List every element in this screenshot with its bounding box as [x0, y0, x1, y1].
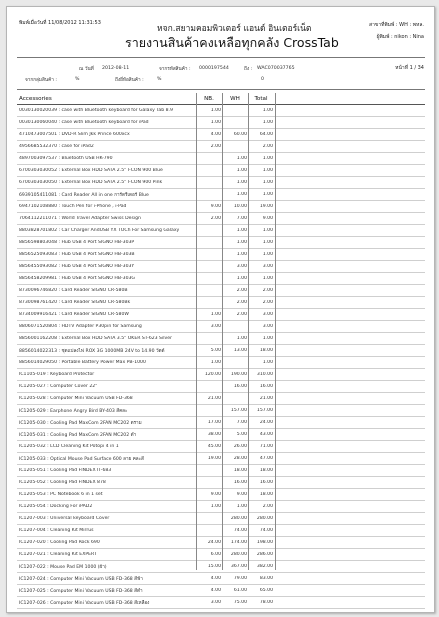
item-name: 8730096746820 : Card Reader SIGNO CR-580B: [19, 288, 128, 293]
wh-qty: 174.00: [230, 540, 247, 545]
total-qty: 9.00: [262, 216, 273, 221]
item-name: IC1205-033 : Optical Mouse Pad Surface 600 ลาย คละสี: [19, 457, 144, 462]
table-row: [17, 165, 425, 177]
total-qty: 157.00: [256, 408, 273, 413]
table-row: [17, 357, 425, 369]
nb-qty: 9.00: [210, 204, 221, 209]
total-qty: 3.00: [262, 264, 273, 269]
item-name: IC1205-031 : Cooling Pad MaxCom 2FAN MC202 ดำ: [19, 433, 137, 438]
nb-qty: 6.00: [210, 552, 221, 557]
total-qty: 24.00: [259, 420, 273, 425]
total-qty: 43.00: [259, 432, 273, 437]
wh-qty: 7.00: [236, 216, 247, 221]
table-row: [17, 573, 425, 585]
item-name: 6700303030050 : External Box HDD SATA 2.5" I-CON 900 Pink: [19, 180, 163, 185]
total-qty: 1.00: [262, 168, 273, 173]
total-qty: 1.00: [262, 156, 273, 161]
total-qty: 18.00: [259, 492, 273, 497]
nb-qty: 15.00: [207, 564, 221, 569]
table-header: [17, 93, 425, 105]
table-row: [17, 465, 425, 477]
total-qty: 310.00: [256, 372, 273, 377]
item-name: 8856455093082 : Hub USB 4 Port SIGNO HB-303Y: [19, 264, 135, 269]
total-qty: 280.00: [256, 516, 273, 521]
table-row: [17, 477, 425, 489]
total-qty: 3.00: [262, 324, 273, 329]
from-code-label: จากรหัสสินค้า :: [159, 67, 191, 72]
wh-qty: 79.00: [233, 576, 247, 581]
item-name: 8856525093083 : Hub USB 4 Port SIGNO HB-303B: [19, 252, 135, 257]
total-qty: 18.00: [259, 468, 273, 473]
table-row: [17, 189, 425, 201]
table-row: [17, 261, 425, 273]
table-row: [17, 369, 425, 381]
total-qty: 198.00: [256, 540, 273, 545]
wh-qty: 26.00: [233, 444, 247, 449]
item-name: IC1205-052 : Cooling Pad FINDEX 878: [19, 480, 106, 485]
table-row: [17, 141, 425, 153]
wh-qty: 16.00: [233, 480, 247, 485]
total-qty: 19.00: [259, 204, 273, 209]
item-name: 8856001162208 : External Box HDD SATA 3.5" OKER ST-623 Silver: [19, 336, 172, 341]
nb-qty: 5.00: [210, 348, 221, 353]
total-qty: 2.00: [262, 144, 273, 149]
table-row: [17, 405, 425, 417]
column-divider: [222, 93, 223, 570]
total-qty: 64.00: [259, 132, 273, 137]
from-group-label: จากกลุ่มสินค้า :: [25, 78, 57, 83]
wh-qty: 5.00: [236, 432, 247, 437]
wh-qty: 1.00: [236, 228, 247, 233]
nb-qty: 4.00: [210, 132, 221, 137]
to-group-label: ถึงยี่ห้อสินค้า :: [115, 78, 144, 83]
total-qty: 1.00: [262, 180, 273, 185]
item-name: IC1205-032 : LCD Cleaning Kit Potopi 4 in 1: [19, 444, 119, 449]
nb-qty: 1.00: [210, 360, 221, 365]
table-row: [17, 585, 425, 597]
total-qty: 3.00: [262, 312, 273, 317]
nb-qty: 17.00: [207, 420, 221, 425]
stock-table: [17, 93, 425, 609]
page-number: หน้าที่ 1 / 34: [395, 65, 424, 71]
table-row: [17, 333, 425, 345]
wh-qty: 280.00: [230, 516, 247, 521]
wh-qty: 1.00: [236, 240, 247, 245]
to-code-label: ถึง :: [244, 67, 253, 72]
wh-qty: 18.00: [233, 468, 247, 473]
table-row: [17, 153, 425, 165]
total-qty: 1.00: [262, 108, 273, 113]
nb-qty: 38.00: [207, 432, 221, 437]
item-name: IC1207-020 : Cooling Pad Rock 690: [19, 540, 100, 545]
total-qty: 286.00: [256, 552, 273, 557]
nb-qty: 4.00: [210, 588, 221, 593]
wh-qty: 61.00: [233, 588, 247, 593]
item-name: IC1205-028 : Computer Mini Vacuum USB FD-368: [19, 396, 133, 401]
printed-by-label: ผู้พิมพ์ : nikon : Nina: [376, 34, 424, 40]
to-group: %: [157, 77, 162, 82]
nb-qty: 21.00: [207, 396, 221, 401]
table-row: [17, 309, 425, 321]
total-qty: 2.00: [262, 300, 273, 305]
item-name: 0030130020039 : case with Bluetooth keyboard for Galaxy Tab 8.9: [19, 108, 173, 113]
item-name: 8856014029050 : Portable Battery Power Max PB-1000: [19, 360, 146, 365]
item-name: 6947102108880 : Touch Pen for i-Phone , i-Pad: [19, 204, 127, 209]
nb-qty: 1.00: [210, 108, 221, 113]
table-row: [17, 345, 425, 357]
wh-qty: 1.00: [236, 180, 247, 185]
wh-qty: 75.00: [233, 600, 247, 605]
nb-qty: 1.00: [210, 312, 221, 317]
report-date: 2012-08-11: [102, 66, 130, 71]
item-name: 4710473007501 : DVD-R Slim Jkk Prince 600xcx: [19, 132, 130, 137]
qty-filter: 0: [261, 77, 264, 82]
item-name: IC1205-027 : Computer Cover 22": [19, 384, 98, 389]
report-title: รายงานสินค้าคงเหลือทุกคลัง CrossTab: [125, 35, 339, 50]
table-body: [17, 105, 425, 609]
total-qty: 83.00: [259, 576, 273, 581]
table-row: [17, 249, 425, 261]
item-name: 4897003097537 : Bluetooth USB HK-790: [19, 156, 113, 161]
nb-qty: 3.00: [210, 600, 221, 605]
nb-qty: 1.00: [210, 120, 221, 125]
item-name: IC1207-003 : Universal keyboard Cover: [19, 516, 110, 521]
wh-qty: 74.00: [233, 528, 247, 533]
nb-qty: 3.00: [210, 324, 221, 329]
from-code: 0000197544: [199, 66, 229, 71]
item-name: IC1207-026 : Computer Mini Vacuum USB FD-368 สีเหลือง: [19, 601, 150, 606]
wh-qty: 367.00: [230, 564, 247, 569]
total-qty: 1.00: [262, 336, 273, 341]
wh-qty: 1.00: [236, 252, 247, 257]
total-qty: 1.00: [262, 228, 273, 233]
date-label: ณ วันที่: [79, 67, 94, 72]
total-qty: 78.00: [259, 600, 273, 605]
branch-label: สาขาที่พิมพ์ : WH : พหล.: [369, 22, 424, 28]
nb-qty: 24.00: [207, 540, 221, 545]
wh-qty: 1.00: [236, 336, 247, 341]
total-qty: 2.00: [262, 288, 273, 293]
table-row: [17, 513, 425, 525]
total-qty: 21.00: [259, 396, 273, 401]
nb-qty: 4.00: [210, 576, 221, 581]
wh-qty: 1.00: [236, 192, 247, 197]
to-code: WAC070037765: [257, 66, 295, 71]
item-name: 7064112211071 : World Travel Adapter Swiss Design: [19, 216, 141, 221]
item-name: IC1205-051 : Cooling Pad FINDEX IT-683: [19, 468, 112, 473]
table-row: [17, 225, 425, 237]
column-divider: [275, 93, 276, 570]
wh-qty: 190.00: [230, 372, 247, 377]
company-name: หจก.สยามคอมพิวเตอร์ แอนด์ อินเตอร์เน็ต: [157, 24, 312, 34]
nb-qty: 19.00: [207, 456, 221, 461]
total-qty: 1.00: [262, 120, 273, 125]
table-row: [17, 417, 425, 429]
table-row: [17, 213, 425, 225]
item-name: 8806071520804 : HDTV Adapter P30pin for Samsung: [19, 324, 142, 329]
table-row: [17, 561, 425, 573]
item-name: 0030130060040 : case with Bluetooth keyboard for iPad: [19, 120, 149, 125]
item-name: 8730098761420 : Card Reader SIGNO CR-580Bk: [19, 300, 131, 305]
nb-qty: 45.00: [207, 444, 221, 449]
item-name: IC1207-004 : Cleaning Kit Mirrus: [19, 528, 94, 533]
item-name: IC1105-019 : Keyboard Protector: [19, 372, 95, 377]
item-name: IC1205-030 : Cooling Pad MaxCom 2FAN MC202 ตราม: [19, 421, 142, 426]
nb-qty: 120.00: [204, 372, 221, 377]
nb-qty: 2.00: [210, 144, 221, 149]
table-row: [17, 597, 425, 609]
wh-qty: 13.00: [233, 348, 247, 353]
table-row: [17, 129, 425, 141]
nb-qty: 9.00: [210, 492, 221, 497]
total-qty: 18.00: [259, 348, 273, 353]
column-divider: [196, 93, 197, 570]
total-qty: 65.00: [259, 588, 273, 593]
wh-qty: 2.00: [236, 288, 247, 293]
table-row: [17, 105, 425, 117]
total-qty: 71.00: [259, 444, 273, 449]
table-row: [17, 393, 425, 405]
wh-qty: 28.00: [233, 456, 247, 461]
item-name: 4956685532370 : case for iPad2: [19, 144, 94, 149]
total-qty: 1.00: [262, 240, 273, 245]
total-qty: 16.00: [259, 384, 273, 389]
wh-qty: 60.00: [233, 132, 247, 137]
wh-qty: 280.00: [230, 552, 247, 557]
table-row: [17, 237, 425, 249]
item-name: IC1207-021 : Cleaning Kit EXPERT: [19, 552, 97, 557]
wh-qty: 157.00: [230, 408, 247, 413]
wh-qty: 1.00: [236, 504, 247, 509]
total-qty: 382.00: [256, 564, 273, 569]
item-name: IC1205-029 : Earphone Angry Bird BY-403 สีคละ: [19, 409, 128, 414]
header-wh: WH: [230, 96, 240, 102]
table-row: [17, 285, 425, 297]
from-group: %: [75, 77, 80, 82]
table-row: [17, 549, 425, 561]
table-row: [17, 177, 425, 189]
table-row: [17, 429, 425, 441]
divider: [17, 89, 425, 90]
wh-qty: 9.00: [236, 492, 247, 497]
item-name: 8856458209981 : Hub USB 4 Port SIGNO HB-303G: [19, 276, 135, 281]
wh-qty: 1.00: [236, 156, 247, 161]
wh-qty: 2.00: [236, 300, 247, 305]
table-row: [17, 117, 425, 129]
total-qty: 16.00: [259, 480, 273, 485]
wh-qty: 3.00: [236, 264, 247, 269]
wh-qty: 7.00: [236, 420, 247, 425]
nb-qty: 1.00: [210, 504, 221, 509]
item-name: IC1207-025 : Computer Mini Vacuum USB FD-368 สีดำ: [19, 589, 143, 594]
table-row: [17, 273, 425, 285]
column-divider: [248, 93, 249, 570]
item-name: 8803828701802 : Car Charger AndUSB YX TOCh For Samsung Galaxy: [19, 228, 180, 233]
header-total: Total: [254, 96, 268, 102]
report-page: [6, 6, 435, 613]
wh-qty: 2.00: [236, 312, 247, 317]
header-accessories: Accessories: [19, 96, 52, 102]
item-name: IC1205-053 : PC Notebook 6 in 1 set: [19, 492, 103, 497]
item-name: 8856598803048 : Hub USB 4 Port SIGNO HB-303P: [19, 240, 135, 245]
wh-qty: 10.00: [233, 204, 247, 209]
total-qty: 1.00: [262, 276, 273, 281]
table-row: [17, 297, 425, 309]
table-row: [17, 525, 425, 537]
divider: [17, 57, 425, 58]
total-qty: 1.00: [262, 252, 273, 257]
wh-qty: 1.00: [236, 276, 247, 281]
wh-qty: 1.00: [236, 168, 247, 173]
table-row: [17, 489, 425, 501]
total-qty: 1.00: [262, 360, 273, 365]
total-qty: 2.00: [262, 504, 273, 509]
item-name: IC1205-054 : Docking For iPAD2: [19, 504, 93, 509]
table-row: [17, 453, 425, 465]
item-name: IC1207-024 : Computer Mini Vacuum USB FD-368 สีฟ้า: [19, 577, 143, 582]
table-row: [17, 201, 425, 213]
table-row: [17, 321, 425, 333]
print-timestamp: พิมพ์เมื่อวันที่ 11/08/2012 11:31:53: [19, 20, 101, 26]
item-name: 8734009916421 : Card Reader SIGNO CR-580W: [19, 312, 129, 317]
total-qty: 1.00: [262, 192, 273, 197]
item-name: IC1207-022 : Mouse Pad EM 1000 (ผ้า): [19, 565, 107, 570]
table-row: [17, 381, 425, 393]
total-qty: 74.00: [259, 528, 273, 533]
item-name: 6700303030052 : External Box HDD SATA 2.5" I-CON 900 Blue: [19, 168, 163, 173]
table-row: [17, 501, 425, 513]
table-row: [17, 441, 425, 453]
table-row: [17, 537, 425, 549]
header-nb: NB.: [204, 96, 214, 102]
total-qty: 47.00: [259, 456, 273, 461]
item-name: 8856014022313 : ชุดแปลงไฟ ROX 3G 1000MB 24V to 14.90 วัตต์: [19, 349, 165, 354]
nb-qty: 2.00: [210, 216, 221, 221]
wh-qty: 16.00: [233, 384, 247, 389]
item-name: 6939105411081 : Card Reader All in one การ์ดรีเดอร์ Blue: [19, 193, 149, 198]
